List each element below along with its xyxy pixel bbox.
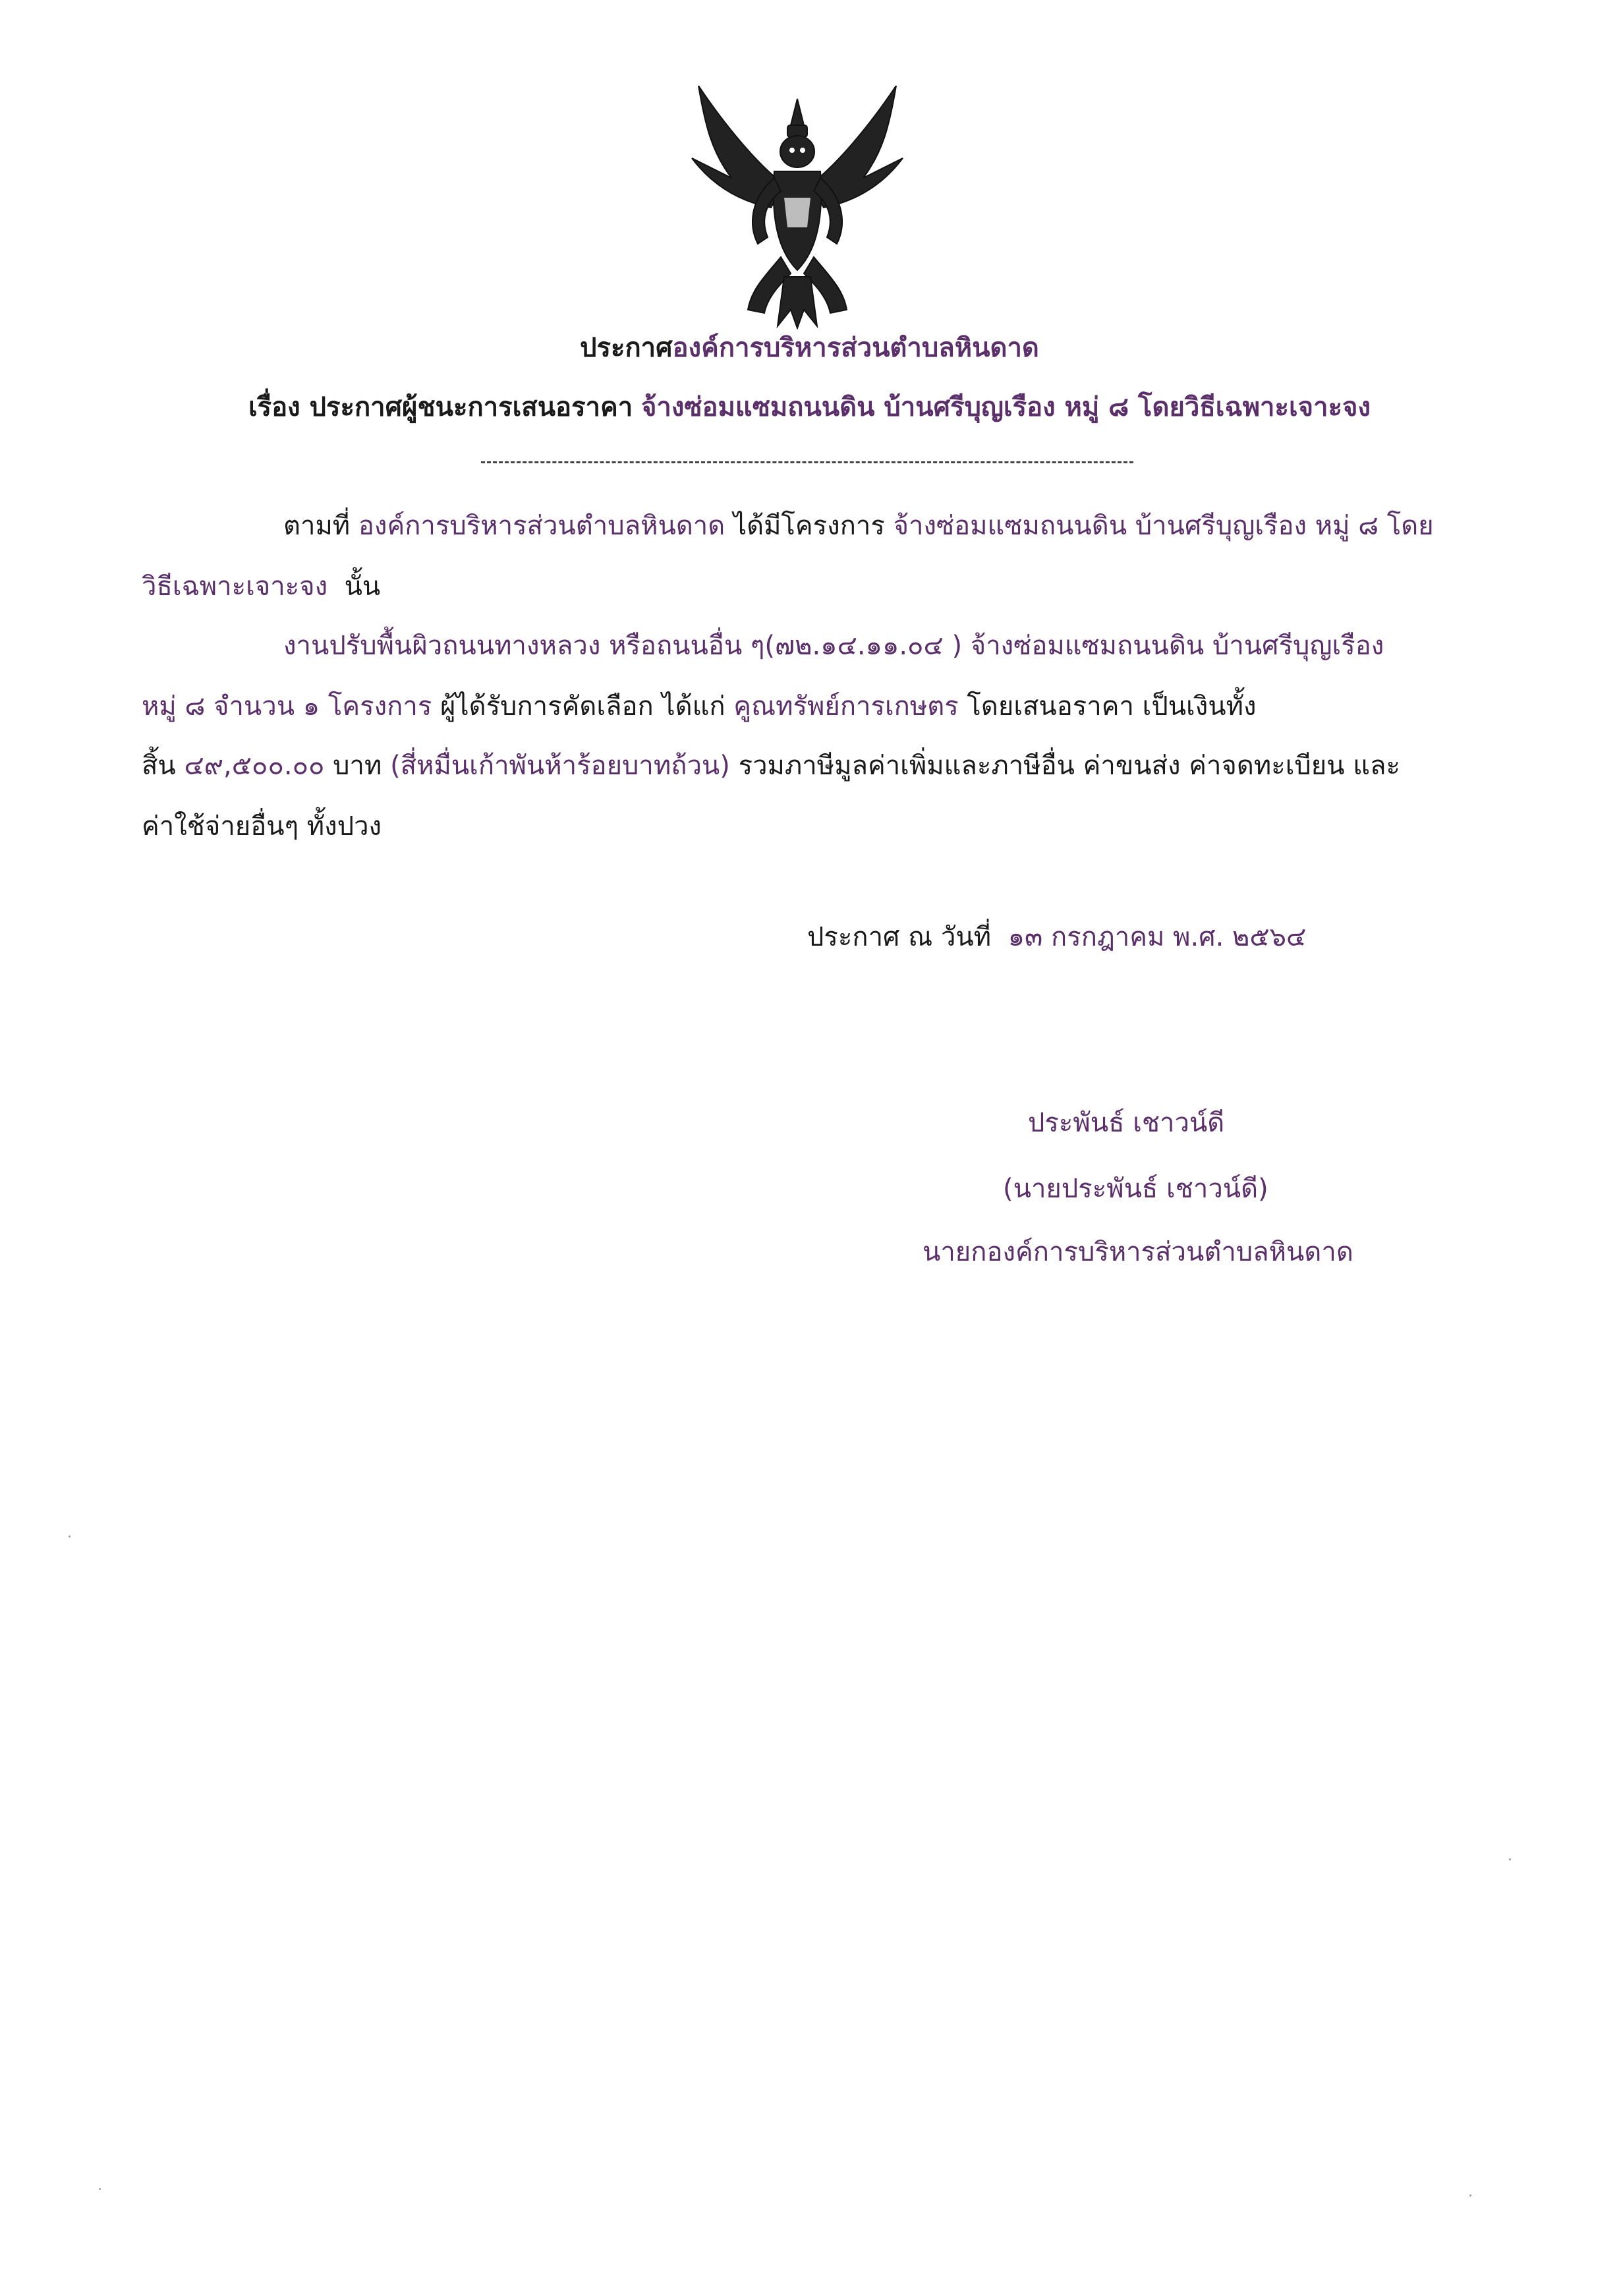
paragraph1-line1 [283, 507, 1434, 544]
p2-project-b: หมู่ ๘ จำนวน ๑ โครงการ [142, 691, 432, 722]
p2-selected: ผู้ได้รับการคัดเลือก ได้แก่ [440, 691, 725, 722]
scan-speck [69, 1535, 71, 1537]
title-prefix: ประกาศ [580, 333, 673, 363]
paragraph2-line4 [142, 808, 382, 845]
p2-includes-tail: ค่าใช้จ่ายอื่นๆ ทั้งปวง [142, 811, 382, 842]
p1-org: องค์การบริหารส่วนตำบลหินดาด [358, 511, 725, 541]
announcement-date-line [807, 919, 1306, 956]
title-org: องค์การบริหารส่วนตำบลหินดาด [672, 333, 1039, 363]
signatory-position: นายกองค์การบริหารส่วนตำบลหินดาด [923, 1237, 1353, 1267]
p1-mid: ได้มีโครงการ [733, 511, 885, 541]
garuda-emblem [685, 86, 909, 330]
p1-project-line1: จ้างซ่อมแซมถนนดิน บ้านศรีบุญเรือง หมู่ ๘ โดย [893, 511, 1434, 541]
scan-speck [99, 2188, 101, 2190]
subject-prefix: เรื่อง ประกาศผู้ชนะการเสนอราคา [248, 392, 633, 422]
p2-work: งานปรับพื้นผิวถนนทางหลวง หรือถนนอื่น ๆ(๗๒.๑๔.๑๑.๐๔ ) [283, 631, 963, 661]
divider [481, 461, 1133, 463]
p1-project-line2: วิธีเฉพาะเจาะจง [142, 571, 328, 602]
p2-project-a: จ้างซ่อมแซมถนนดิน บ้านศรีบุญเรือง [970, 631, 1384, 661]
announcement-title [0, 330, 1619, 366]
paragraph1-line2 [142, 568, 380, 605]
p2-amount: ๔๙,๕๐๐.๐๐ [184, 751, 325, 781]
signatory-full-name: (นายประพันธ์ เชาวน์ดี) [1003, 1174, 1268, 1204]
paragraph2-line1 [283, 627, 1384, 664]
p2-total-word: สิ้น [142, 751, 176, 781]
scan-speck [1469, 2195, 1471, 2196]
paragraph2-line3 [142, 747, 1400, 784]
scan-speck [1509, 1858, 1511, 1860]
p2-includes: รวมภาษีมูลค่าเพิ่มและภาษีอื่น ค่าขนส่ง ค่าจดทะเบียน และ [738, 751, 1401, 781]
announcement-subject [0, 389, 1619, 426]
p2-price-lead: โดยเสนอราคา เป็นเงินทั้ง [967, 691, 1257, 722]
p2-winner: คูณทรัพย์การเกษตร [733, 691, 959, 722]
signature-name: ประพันธ์ เชาวน์ดี [1028, 1108, 1225, 1138]
p1-tail: นั้น [344, 571, 381, 602]
announcement-date: ๑๓ กรกฎาคม พ.ศ. ๒๕๖๔ [1008, 922, 1307, 952]
p2-amount-text: (สี่หมื่นเก้าพันห้าร้อยบาทถ้วน) [390, 751, 730, 781]
announcement-label: ประกาศ ณ วันที่ [807, 922, 992, 952]
paragraph2-line2 [142, 688, 1257, 725]
p2-baht: บาท [333, 751, 382, 781]
subject-project: จ้างซ่อมแซมถนนดิน บ้านศรีบุญเรือง หมู่ ๘ โดยวิธีเฉพาะเจาะจง [640, 392, 1371, 422]
p1-lead: ตามที่ [283, 511, 351, 541]
